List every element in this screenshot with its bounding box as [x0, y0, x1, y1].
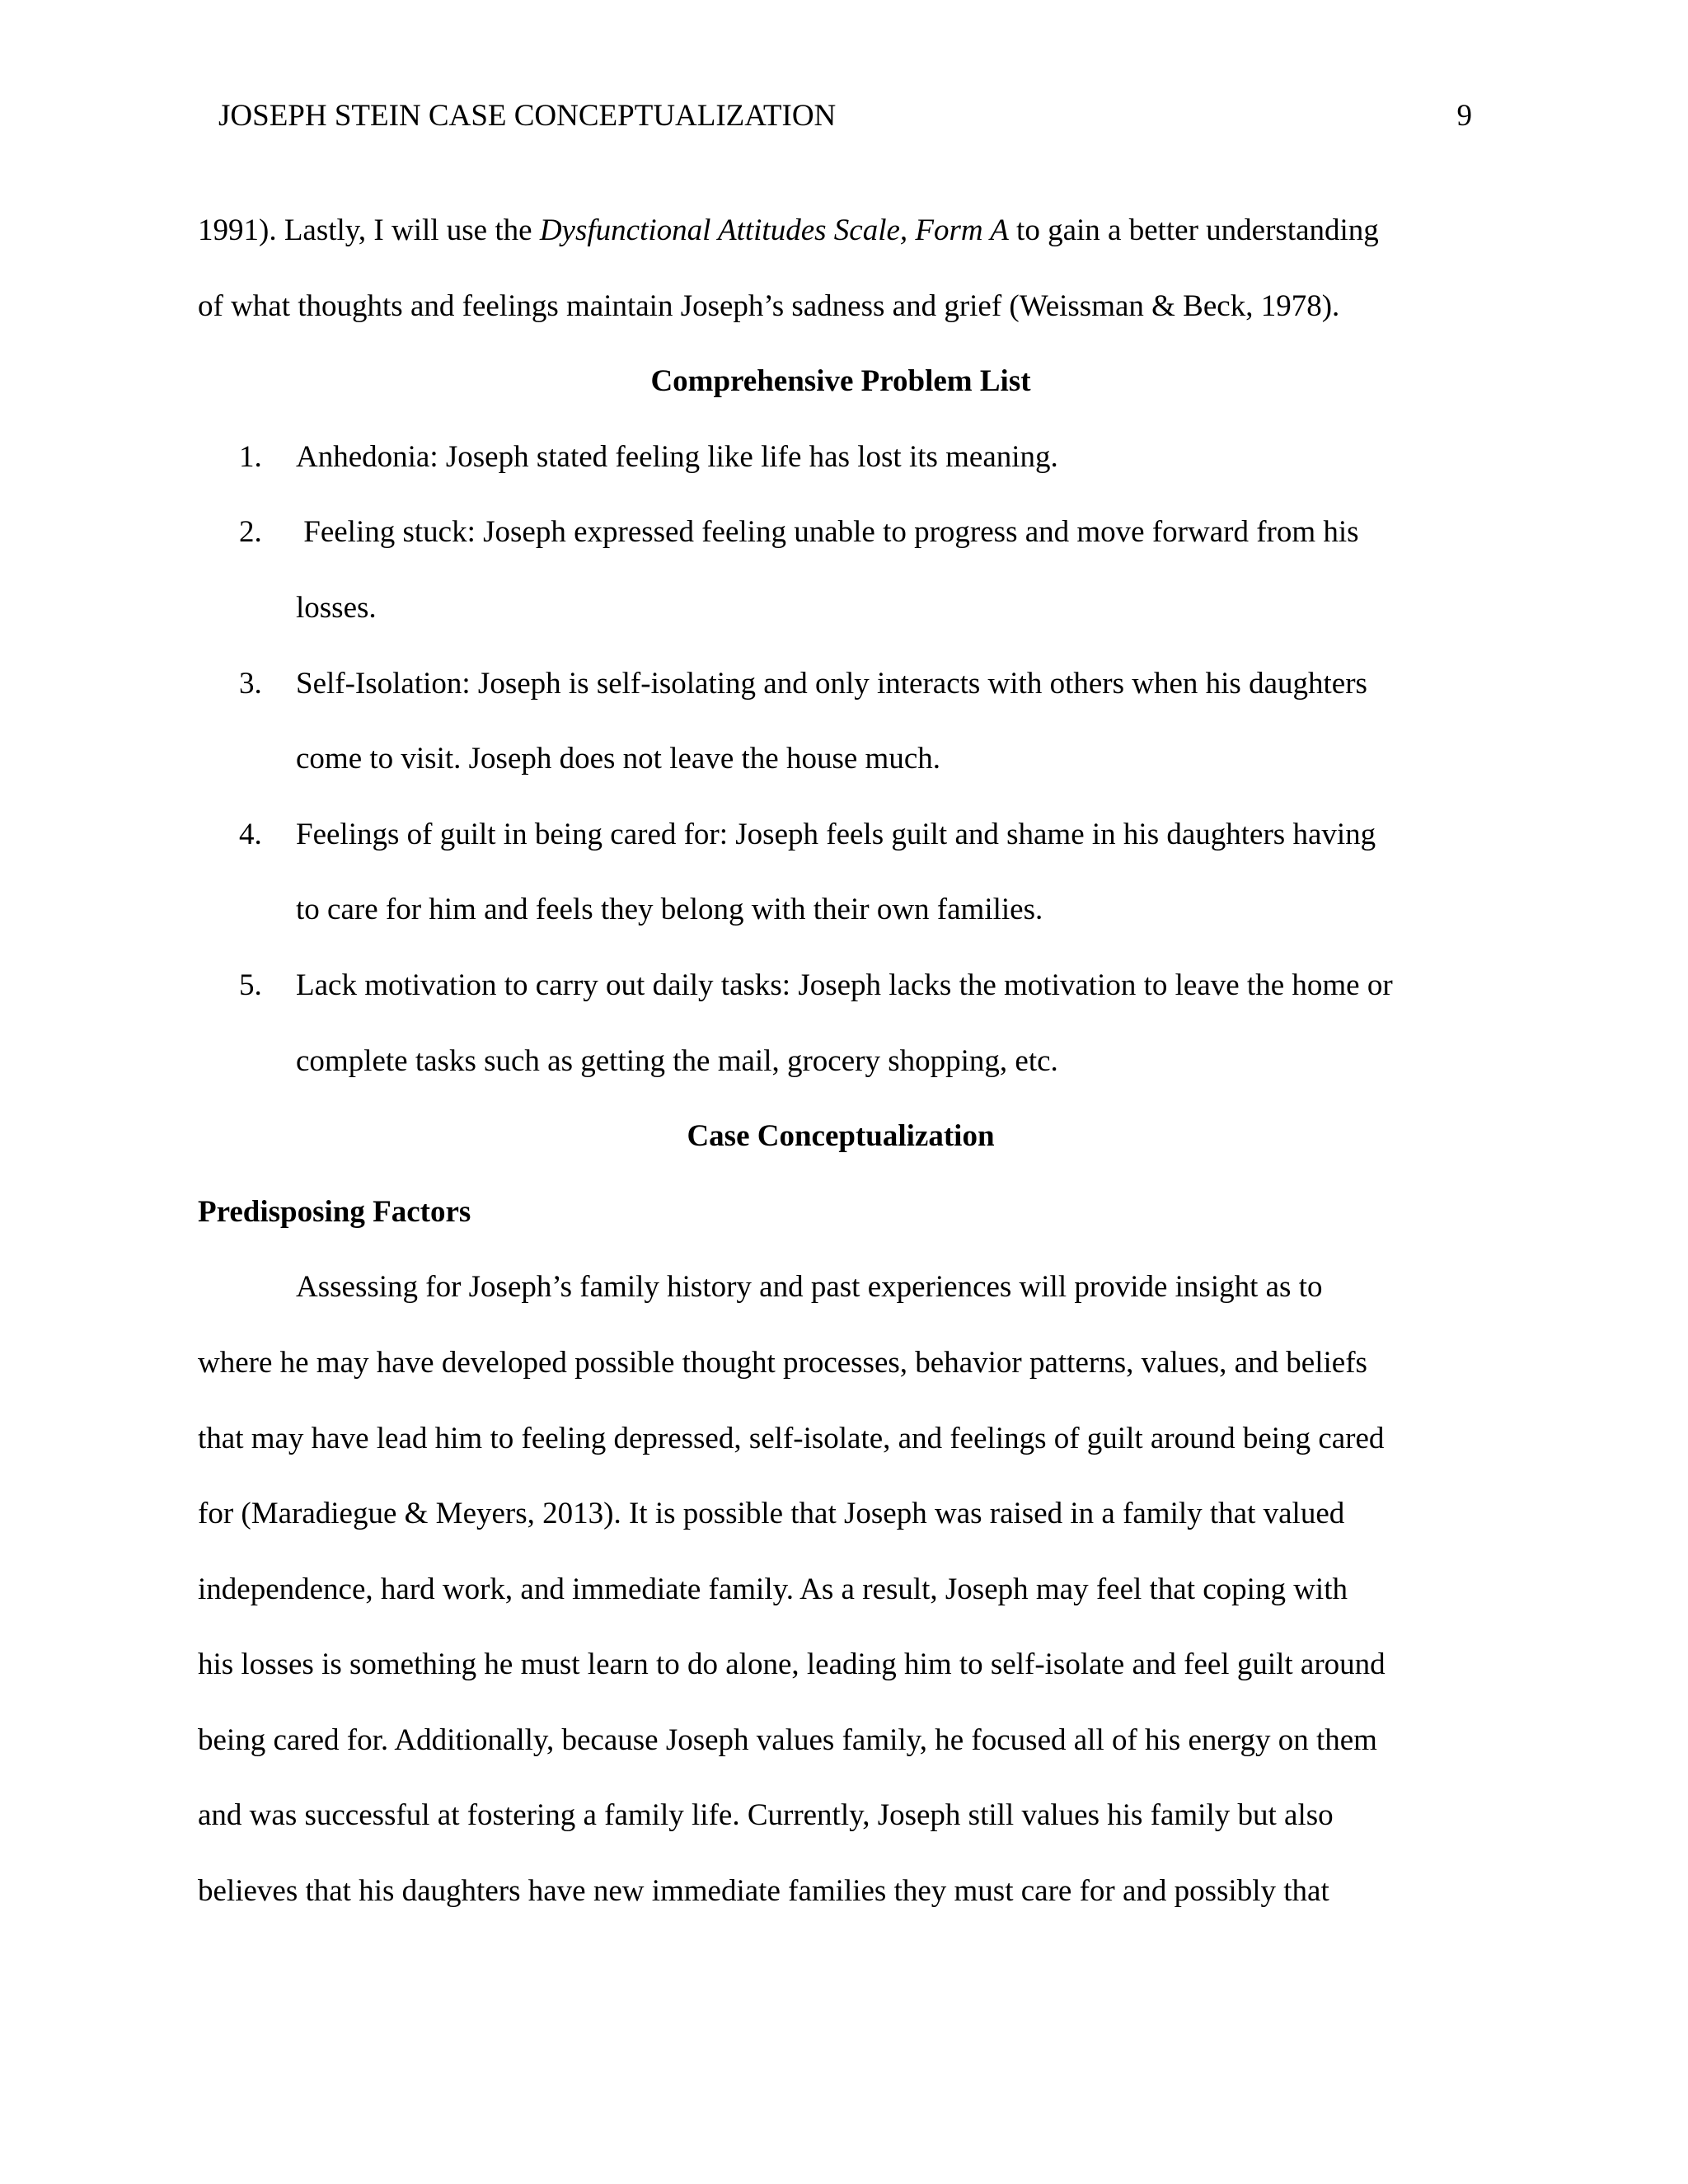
- paragraph-line: believes that his daughters have new immediate families they must care for and possibly that: [198, 1874, 1329, 1909]
- paragraph-line: Assessing for Joseph’s family history and past experiences will provide insight as to: [296, 1270, 1323, 1305]
- list-item-number: 5.: [239, 968, 262, 1002]
- predisposing-factors-subheading: Predisposing Factors: [198, 1194, 471, 1229]
- list-item-number: 1.: [239, 439, 262, 474]
- intro-line-1-start: 1991). Lastly, I will use the: [198, 213, 540, 247]
- running-head: JOSEPH STEIN CASE CONCEPTUALIZATION: [218, 99, 837, 133]
- list-item-continuation: come to visit. Joseph does not leave the house much.: [296, 742, 940, 776]
- case-conceptualization-heading: Case Conceptualization: [687, 1119, 995, 1154]
- paragraph-line: where he may have developed possible thought processes, behavior patterns, values, and beliefs: [198, 1345, 1367, 1380]
- intro-line-2: of what thoughts and feelings maintain Joseph’s sadness and grief (Weissman & Beck, 1978).: [198, 288, 1340, 323]
- list-item-number: 3.: [239, 666, 262, 701]
- body-text: [198, 193, 1484, 1929]
- paragraph-line: that may have lead him to feeling depressed, self-isolate, and feelings of guilt around being cared: [198, 1421, 1385, 1455]
- list-item-number: 2.: [239, 515, 262, 550]
- list-item: [198, 797, 1484, 948]
- intro-line-1-end: to gain a better understanding: [1008, 213, 1379, 247]
- paragraph-line: his losses is something he must learn to do alone, leading him to self-isolate and feel guilt around: [198, 1647, 1386, 1682]
- problem-list: [198, 419, 1484, 1099]
- list-item-text: Self-Isolation: Joseph is self-isolating and only interacts with others when his daughters: [296, 666, 1367, 701]
- list-item-text: Lack motivation to carry out daily tasks: Joseph lacks the motivation to leave the home or: [296, 968, 1393, 1002]
- list-item: [198, 948, 1484, 1099]
- paragraph-line: for (Maradiegue & Meyers, 2013). It is possible that Joseph was raised in a family that valued: [198, 1497, 1345, 1531]
- page-number: 9: [1456, 99, 1472, 133]
- list-item-continuation: complete tasks such as getting the mail, grocery shopping, etc.: [296, 1043, 1058, 1078]
- intro-line-1: [198, 193, 1484, 269]
- list-item-number: 4.: [239, 817, 262, 851]
- predisposing-factors-paragraph: [198, 1249, 1484, 1929]
- paragraph-line: being cared for. Additionally, because Joseph values family, he focused all of his energy on them: [198, 1722, 1377, 1757]
- list-item-text: Feeling stuck: Joseph expressed feeling unable to progress and move forward from his: [296, 515, 1359, 550]
- list-item-text: Anhedonia: Joseph stated feeling like life has lost its meaning.: [296, 439, 1058, 474]
- paragraph-line: and was successful at fostering a family life. Currently, Joseph still values his family but also: [198, 1798, 1334, 1833]
- scale-title-italic: Dysfunctional Attitudes Scale, Form A: [539, 213, 1009, 247]
- list-item-continuation: to care for him and feels they belong with their own families.: [296, 893, 1043, 927]
- paragraph-line: independence, hard work, and immediate family. As a result, Joseph may feel that coping with: [198, 1572, 1348, 1606]
- list-item-continuation: losses.: [296, 590, 377, 625]
- list-item: [198, 494, 1484, 645]
- list-item-text: Feelings of guilt in being cared for: Joseph feels guilt and shame in his daughters having: [296, 817, 1376, 851]
- list-item: [198, 419, 1484, 495]
- problem-list-heading: Comprehensive Problem List: [650, 364, 1031, 399]
- list-item: [198, 646, 1484, 797]
